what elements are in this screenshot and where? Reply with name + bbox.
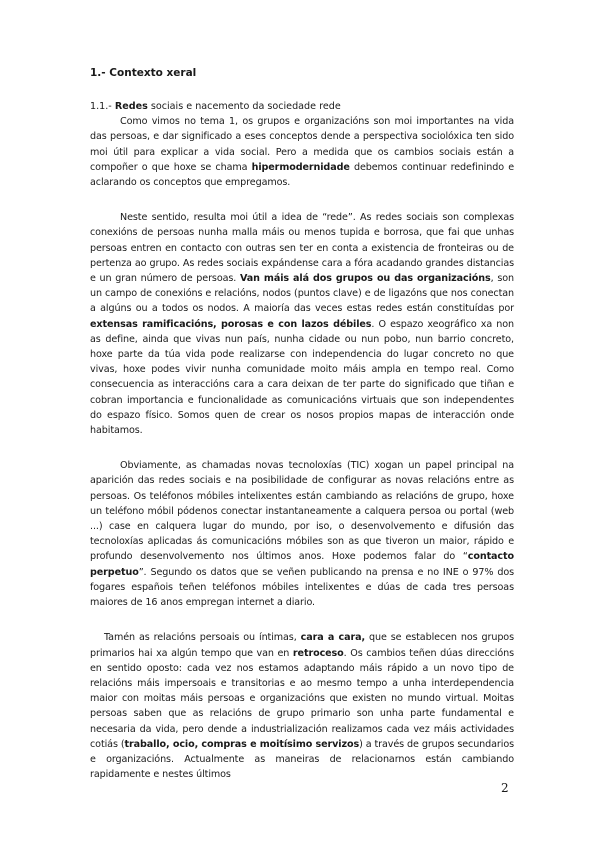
subsection-bold-term: Redes xyxy=(114,101,148,112)
p4-text-1: Tamén as relacións persoais ou íntimas, xyxy=(104,632,301,644)
p4-text-3: . Os cambios teñen dúas direccións en sentido oposto: cada vez nos estamos adaptando máis rápido a un novo tipo de relacións máis impersoais e transitorias e ao mesmo tempo a unha interdependencia maior con moitas máis persoas e organizacións que existen no mundo virtual. Moitas persoas saben que as relacións de grupo primario son unha parte fundamental e necesaria da vida, pero dende a industrialización realizamos cada vez máis actividades cotiás ( xyxy=(90,647,514,750)
p4-bold-1: cara a cara, xyxy=(300,632,366,644)
paragraph-1 xyxy=(90,114,514,190)
p3-text-2: ”. Segundo os datos que se veñen publicando na prensa e no INE o 97% dos fogares españois teñen teléfonos móbiles intelixentes e dúas de cada tres persoas maiores de 16 anos empregan internet a diario. xyxy=(90,566,514,609)
subsection-number: 1.1.- xyxy=(90,101,115,112)
p1-text-1: Como vimos no tema 1, os grupos e organizacións son moi importantes na vida das persoas, e dar significado a eses conceptos dende a perspectiva sociolóxica ten sido moi útil para explicar a vida social. Pero a medida que os cambios sociais están a compoñer o que hoxe se chama xyxy=(90,116,514,173)
paragraph-2 xyxy=(90,210,514,438)
p2-text-1: Neste sentido, resulta moi útil a idea de “rede”. As redes sociais son complexas conexións de persoas nunha malla máis ou menos tupida e borrosa, que fai que unhas persoas entren en contacto con outras sen ter en conta a existencia de fronteiras ou de pertenza ao grupo. As redes sociais expándense cara a fóra acadando grandes distancias e un gran número de persoas. xyxy=(90,212,514,285)
p1-text-2: debemos continuar redefinindo e aclarando os conceptos que empregamos. xyxy=(90,161,514,189)
paragraph-4 xyxy=(90,630,514,782)
p2-text-2: , son un campo de conexións e relacións, nodos (puntos clave) e de ligazóns que nos conectan a algúns ou a todos os nodos. A maioría das veces estas redes están constituídas por xyxy=(90,273,514,315)
p3-text-1: Obviamente, as chamadas novas tecnoloxías (TIC) xogan un papel principal na aparición das redes sociais e na posibilidade de configurar as novas relacións entre as persoas. Os teléfonos móbiles intelixentes están cambiando as relacións de grupo, hoxe un teléfono móbil pódenos conectar instantaneamente a calquera persoa ou portal (web ...) case en calquera lugar do mundo, por iso, o desenvolvemento e difusión das tecnoloxías aplicadas ás comunicacións móbiles son as que tiveron un maior, rápido e profundo desenvolvemento nos últimos anos. Hoxe podemos falar do “ xyxy=(90,460,514,563)
p4-bold-3: traballo, ocio, compras e moitísimo servizos xyxy=(124,738,360,750)
p2-bold-2: extensas ramificacións, porosas e con lazos débiles xyxy=(90,318,372,330)
p1-bold-1: hipermodernidade xyxy=(251,161,350,173)
p3-bold-1: contacto perpetuo xyxy=(90,551,514,578)
p2-text-3: . O espazo xeográfico xa non as define, ainda que vivas nun país, nunha cidade ou nun pobo, nun barrio concreto, hoxe parte da túa vida pode realizarse con independencia do lugar concreto no que vivas, hoxe podes vivir nunha comunidade moito máis ampla en tempo real. Como consecuencia as interaccións cara a cara deixan de ter parte do significado que tiñan e cobran importancia e funcionalidade as comunicacións virtuais que son independentes do espazo físico. Somos quen de crear os nosos propios mapas de interacción onde habitamos. xyxy=(90,318,514,437)
p2-bold-1: Van máis alá dos grupos ou das organizacións xyxy=(239,273,491,285)
page-number: 2 xyxy=(501,781,509,795)
subsection-title xyxy=(90,99,514,114)
paragraph-3 xyxy=(90,458,514,610)
subsection-rest: sociais e nacemento da sociedade rede xyxy=(147,101,341,112)
p4-text-2: que se establecen nos grupos primarios hai xa algún tempo que van en xyxy=(90,632,514,659)
p4-text-4: ) a través de grupos secundarios e organizacións. Actualmente as maneiras de relacionarnos están cambiando rapidamente e nestes últimos xyxy=(90,738,514,781)
page-content xyxy=(90,66,514,782)
section-title: 1.- Contexto xeral xyxy=(90,67,197,79)
p4-bold-2: retroceso xyxy=(292,647,344,659)
